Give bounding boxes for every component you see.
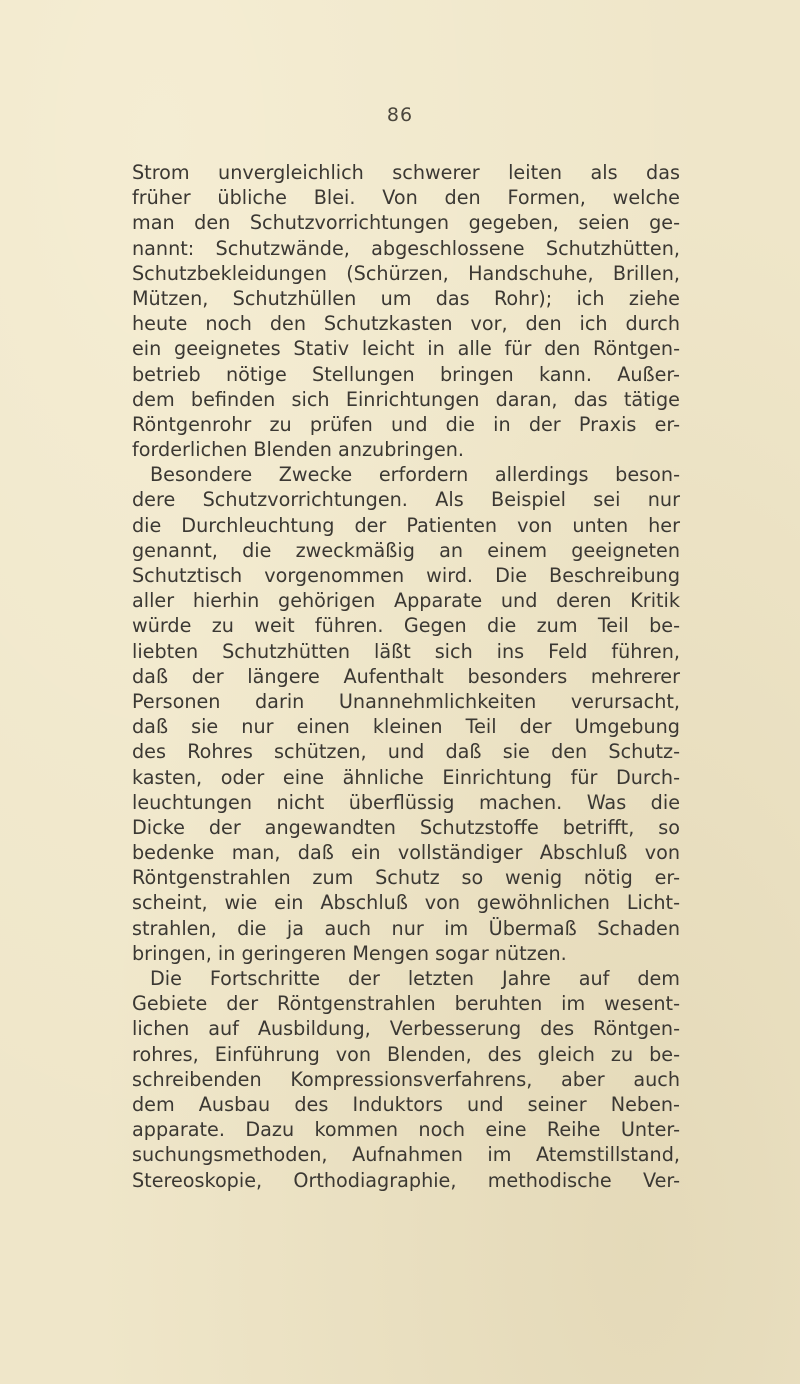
text-line: Personen darin Unannehmlichkeiten verursacht, (132, 689, 680, 713)
text-line: die Durchleuchtung der Patienten von unten her (132, 513, 680, 537)
text-line: Dicke der angewandten Schutzstoffe betrifft, so (132, 815, 680, 839)
text-line: aller hierhin gehörigen Apparate und deren Kritik (132, 589, 680, 613)
text-line: Schutzbekleidungen (Schürzen, Handschuhe, Brillen, (132, 261, 680, 285)
text-line: dere Schutzvorrichtungen. Als Beispiel sei nur (132, 488, 680, 512)
text-line: rohres, Einführung von Blenden, des gleich zu be- (132, 1042, 680, 1066)
text-line: Gebiete der Röntgenstrahlen beruhten im wesent- (132, 992, 680, 1016)
text-line: nannt: Schutzwände, abgeschlossene Schutzhütten, (132, 236, 680, 260)
text-line: strahlen, die ja auch nur im Übermaß Schaden (132, 916, 680, 940)
text-line: ein geeignetes Stativ leicht in alle für den Röntgen- (132, 337, 680, 361)
text-line: daß sie nur einen kleinen Teil der Umgebung (132, 715, 680, 739)
text-line: suchungsmethoden, Aufnahmen im Atemstillstand, (132, 1143, 680, 1167)
text-line: liebten Schutzhütten läßt sich ins Feld führen, (132, 639, 680, 663)
text-line: würde zu weit führen. Gegen die zum Teil be- (132, 614, 680, 638)
text-line: früher übliche Blei. Von den Formen, welche (132, 186, 680, 210)
text-line: kasten, oder eine ähnliche Einrichtung für Durch- (132, 765, 680, 789)
text-line: genannt, die zweckmäßig an einem geeigneten (132, 538, 680, 562)
text-line: Schutztisch vorgenommen wird. Die Beschreibung (132, 564, 680, 587)
text-line: forderlichen Blenden anzubringen. (132, 438, 465, 462)
text-line: Stereoskopie, Orthodiagraphie, methodische Ver- (132, 1168, 680, 1192)
text-line: dem befinden sich Einrichtungen daran, das tätige (132, 387, 680, 411)
text-line: betrieb nötige Stellungen bringen kann. Außer- (132, 362, 680, 386)
text-line: lichen auf Ausbildung, Verbesserung des Röntgen- (132, 1017, 680, 1041)
text-line: Besondere Zwecke erfordern allerdings beson- (150, 463, 680, 487)
text-line: Die Fortschritte der letzten Jahre auf dem (150, 967, 680, 990)
text-line: bedenke man, daß ein vollständiger Abschluß von (132, 841, 680, 865)
text-line: scheint, wie ein Abschluß von gewöhnlichen Licht- (132, 891, 680, 915)
text-line: Strom unvergleichlich schwerer leiten als das (132, 161, 680, 184)
text-line: apparate. Dazu kommen noch eine Reihe Unter- (132, 1118, 680, 1142)
text-line: leuchtungen nicht überflüssig machen. Was die (132, 790, 680, 814)
text-line: des Rohres schützen, und daß sie den Schutz- (132, 740, 680, 764)
text-line: Röntgenstrahlen zum Schutz so wenig nötig er- (132, 866, 680, 890)
body-text (132, 160, 680, 1193)
text-line: schreibenden Kompressionsverfahrens, aber auch (132, 1067, 680, 1091)
text-line: daß der längere Aufenthalt besonders mehrerer (132, 664, 680, 688)
text-line: dem Ausbau des Induktors und seiner Neben- (132, 1092, 680, 1116)
text-line: heute noch den Schutzkasten vor, den ich durch (132, 312, 680, 336)
text-line: bringen, in geringeren Mengen sogar nützen. (132, 941, 567, 965)
text-line: Mützen, Schutzhüllen um das Rohr); ich ziehe (132, 286, 680, 310)
text-line: Röntgenrohr zu prüfen und die in der Praxis er- (132, 412, 680, 436)
text-line: man den Schutzvorrichtungen gegeben, seien ge- (132, 211, 680, 235)
page-number: 86 (386, 104, 414, 126)
